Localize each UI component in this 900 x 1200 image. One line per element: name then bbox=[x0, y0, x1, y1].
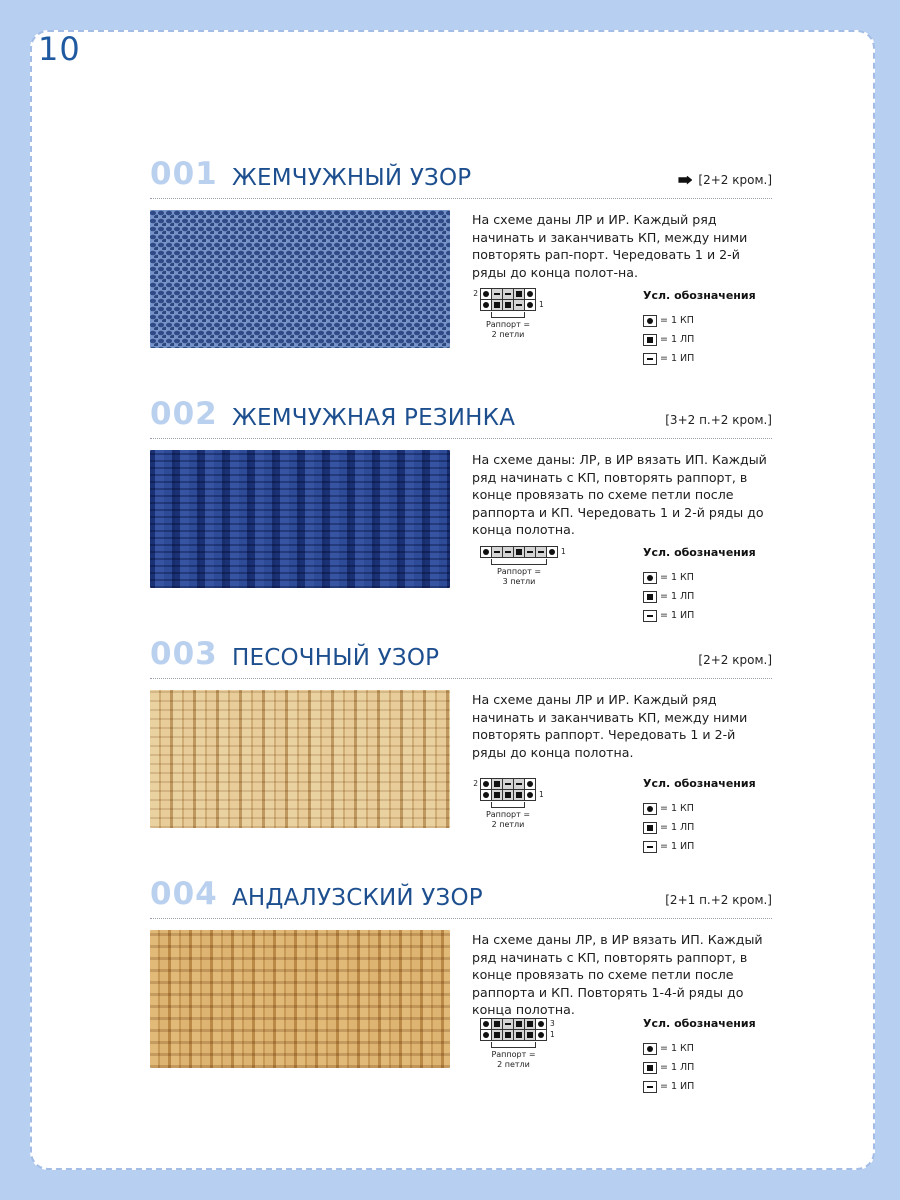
row-number bbox=[472, 1018, 478, 1029]
row-number bbox=[472, 1029, 478, 1040]
repeat-label: Раппорт = 3 петли bbox=[496, 567, 542, 586]
section-title: ЖЕМЧУЖНЫЙ УЗОР bbox=[232, 165, 472, 191]
chart-row bbox=[481, 1030, 546, 1040]
legend-item bbox=[643, 606, 773, 625]
row-labels-right bbox=[539, 288, 544, 310]
legend-item bbox=[643, 311, 773, 330]
chart-cell-sq bbox=[525, 1030, 536, 1040]
dash-symbol-icon bbox=[643, 841, 657, 853]
sq-symbol-icon bbox=[643, 334, 657, 346]
row-number bbox=[539, 778, 544, 789]
legend-text: = 1 КП bbox=[660, 572, 694, 583]
row-labels-right bbox=[550, 1018, 555, 1040]
pattern-description: На схеме даны ЛР, в ИР вязать ИП. Каждый ряд начинать с КП, повторять раппорт, в конце провязать по схеме петли после раппорта и КП. Повторять 1-4-й ряды до конца полотна. bbox=[472, 932, 763, 1017]
row-number: 1 bbox=[539, 790, 544, 799]
sq-symbol-icon bbox=[643, 591, 657, 603]
legend-text: = 1 ИП bbox=[660, 1081, 695, 1092]
row-labels-left bbox=[472, 288, 478, 310]
legend bbox=[643, 777, 773, 856]
chart-cell-dash bbox=[536, 547, 547, 557]
stitch-chart bbox=[472, 778, 544, 830]
pattern-description: На схеме даны ЛР и ИР. Каждый ряд начинать и заканчивать КП, между ними повторять рап-порт. Чередовать 1 и 2-й ряды до конца полот-на. bbox=[472, 212, 748, 280]
chart-cell-sq bbox=[492, 1019, 503, 1030]
row-number: 2 bbox=[473, 779, 478, 788]
chart-cell-dot bbox=[525, 300, 535, 310]
dash-symbol-icon bbox=[643, 610, 657, 622]
section-header bbox=[150, 156, 772, 199]
row-number bbox=[539, 288, 544, 299]
section-number: 003 bbox=[150, 636, 218, 672]
dot-symbol-icon bbox=[643, 315, 657, 327]
swatch-photo bbox=[150, 690, 450, 828]
stitch-chart bbox=[472, 288, 544, 340]
legend-text: = 1 ЛП bbox=[660, 591, 695, 602]
legend bbox=[643, 1017, 773, 1096]
chart-cell-sq bbox=[514, 1019, 525, 1030]
dot-symbol-icon bbox=[643, 803, 657, 815]
sq-symbol-icon bbox=[643, 1062, 657, 1074]
chart-cell-dash bbox=[492, 289, 503, 300]
stitch-chart bbox=[472, 546, 566, 587]
sq-symbol-icon bbox=[643, 822, 657, 834]
dash-symbol-icon bbox=[643, 1081, 657, 1093]
dot-symbol-icon bbox=[643, 1043, 657, 1055]
stitch-count-note bbox=[665, 893, 772, 907]
legend-title: Усл. обозначения bbox=[643, 289, 756, 302]
swatch-photo bbox=[150, 210, 450, 348]
legend-text: = 1 ЛП bbox=[660, 822, 695, 833]
chart-row bbox=[481, 779, 535, 790]
chart-row bbox=[481, 289, 535, 300]
section-header bbox=[150, 876, 772, 919]
row-number: 1 bbox=[550, 1030, 555, 1039]
legend-title: Усл. обозначения bbox=[643, 1017, 756, 1030]
legend-item bbox=[643, 568, 773, 587]
chart-cell-dash bbox=[503, 547, 514, 557]
repeat-bracket bbox=[491, 1042, 536, 1048]
chart-cell-dot bbox=[481, 547, 492, 557]
legend-item bbox=[643, 330, 773, 349]
chart-grid bbox=[480, 1018, 547, 1041]
chart-cell-dash bbox=[525, 547, 536, 557]
legend-text: = 1 ЛП bbox=[660, 334, 695, 345]
page-number: 10 bbox=[38, 30, 81, 68]
pattern-description: На схеме даны: ЛР, в ИР вязать ИП. Каждый ряд начинать с КП, повторять раппорт, в конце провязать по схеме петли после раппорта и КП. Чередовать 1 и 2-й ряды до конца полотна. bbox=[472, 452, 767, 537]
chart-cell-dot bbox=[525, 289, 535, 300]
stitch-count-note bbox=[665, 413, 772, 427]
pattern-section-003 bbox=[150, 636, 772, 870]
repeat-bracket bbox=[491, 312, 525, 318]
legend-text: = 1 КП bbox=[660, 315, 694, 326]
row-number bbox=[472, 789, 478, 800]
row-labels-left bbox=[472, 1018, 478, 1040]
chart-grid bbox=[480, 778, 536, 801]
repeat-label: Раппорт = 2 петли bbox=[491, 1050, 536, 1069]
chart-cell-dot bbox=[481, 790, 492, 800]
legend-text: = 1 КП bbox=[660, 1043, 694, 1054]
chart-cell-dot bbox=[525, 779, 535, 790]
legend-text: = 1 ИП bbox=[660, 353, 695, 364]
dot-symbol-icon bbox=[643, 572, 657, 584]
chart-cell-sq bbox=[525, 1019, 536, 1030]
stitch-count-text: [2+1 п.+2 кром.] bbox=[665, 893, 772, 907]
stitch-count-text: [3+2 п.+2 кром.] bbox=[665, 413, 772, 427]
repeat-label: Раппорт = 2 петли bbox=[485, 810, 531, 829]
chart-row bbox=[481, 1019, 546, 1030]
chart-grid bbox=[480, 288, 536, 311]
legend-item bbox=[643, 799, 773, 818]
legend bbox=[643, 546, 773, 625]
stitch-count-text: [2+2 кром.] bbox=[698, 653, 772, 667]
pattern-section-002 bbox=[150, 396, 772, 630]
repeat-label: Раппорт = 2 петли bbox=[485, 320, 531, 339]
legend bbox=[643, 289, 773, 368]
stitch-count-text: [2+2 кром.] bbox=[698, 173, 772, 187]
chart-cell-dash bbox=[503, 779, 514, 790]
stitch-chart bbox=[472, 1018, 555, 1070]
chart-cell-dot bbox=[481, 1019, 492, 1030]
section-title: АНДАЛУЗСКИЙ УЗОР bbox=[232, 885, 483, 911]
chart-cell-dot bbox=[525, 790, 535, 800]
chart-cell-dot bbox=[536, 1030, 546, 1040]
chart-cell-sq bbox=[492, 779, 503, 790]
swatch-photo bbox=[150, 450, 450, 588]
row-number: 3 bbox=[550, 1019, 555, 1028]
row-number bbox=[472, 299, 478, 310]
chart-cell-dash bbox=[514, 300, 525, 310]
row-labels-right bbox=[539, 778, 544, 800]
chart-cell-sq bbox=[492, 300, 503, 310]
chart-row bbox=[481, 790, 535, 800]
chart-cell-sq bbox=[503, 1030, 514, 1040]
legend-item bbox=[643, 818, 773, 837]
legend-item bbox=[643, 837, 773, 856]
chart-cell-dash bbox=[503, 289, 514, 300]
chart-cell-sq bbox=[514, 1030, 525, 1040]
chart-cell-dash bbox=[503, 1019, 514, 1030]
section-number: 004 bbox=[150, 876, 218, 912]
chart-cell-dot bbox=[481, 289, 492, 300]
legend-text: = 1 КП bbox=[660, 803, 694, 814]
legend-item bbox=[643, 1039, 773, 1058]
chart-cell-dot bbox=[481, 300, 492, 310]
chart-grid bbox=[480, 546, 558, 558]
chart-cell-sq bbox=[503, 300, 514, 310]
row-number: 2 bbox=[473, 289, 478, 298]
repeat-bracket bbox=[491, 559, 547, 565]
legend-item bbox=[643, 1077, 773, 1096]
legend-text: = 1 ЛП bbox=[660, 1062, 695, 1073]
section-number: 002 bbox=[150, 396, 218, 432]
section-title: ЖЕМЧУЖНАЯ РЕЗИНКА bbox=[232, 405, 516, 431]
pattern-section-004 bbox=[150, 876, 772, 1110]
chart-cell-dash bbox=[514, 779, 525, 790]
chart-cell-sq bbox=[514, 289, 525, 300]
swatch-photo bbox=[150, 930, 450, 1068]
legend-item bbox=[643, 349, 773, 368]
row-number bbox=[472, 546, 478, 557]
chart-row bbox=[481, 300, 535, 310]
pattern-description: На схеме даны ЛР и ИР. Каждый ряд начинать и заканчивать КП, между ними повторять раппорт. Чередовать 1 и 2-й ряды до конца полотна. bbox=[472, 692, 748, 760]
pattern-section-001 bbox=[150, 156, 772, 390]
row-number: 1 bbox=[539, 300, 544, 309]
chart-cell-sq bbox=[492, 790, 503, 800]
row-number: 1 bbox=[561, 547, 566, 556]
legend-title: Усл. обозначения bbox=[643, 777, 756, 790]
chart-cell-sq bbox=[503, 790, 514, 800]
chart-cell-dot bbox=[481, 1030, 492, 1040]
chart-cell-sq bbox=[492, 1030, 503, 1040]
repeat-bracket bbox=[491, 802, 525, 808]
chart-cell-dot bbox=[536, 1019, 546, 1030]
row-labels-right bbox=[561, 546, 566, 557]
legend-item bbox=[643, 1058, 773, 1077]
chart-cell-sq bbox=[514, 547, 525, 557]
section-header bbox=[150, 396, 772, 439]
chart-row bbox=[481, 547, 557, 557]
arrow-icon bbox=[678, 176, 692, 185]
chart-cell-dot bbox=[547, 547, 557, 557]
row-labels-left bbox=[472, 778, 478, 800]
row-labels-left bbox=[472, 546, 478, 557]
legend-item bbox=[643, 587, 773, 606]
chart-cell-dash bbox=[492, 547, 503, 557]
chart-cell-dot bbox=[481, 779, 492, 790]
section-header bbox=[150, 636, 772, 679]
section-number: 001 bbox=[150, 156, 218, 192]
chart-cell-sq bbox=[514, 790, 525, 800]
legend-text: = 1 ИП bbox=[660, 610, 695, 621]
stitch-count-note bbox=[698, 653, 772, 667]
stitch-count-note bbox=[678, 173, 772, 187]
dash-symbol-icon bbox=[643, 353, 657, 365]
legend-title: Усл. обозначения bbox=[643, 546, 756, 559]
section-title: ПЕСОЧНЫЙ УЗОР bbox=[232, 645, 440, 671]
legend-text: = 1 ИП bbox=[660, 841, 695, 852]
